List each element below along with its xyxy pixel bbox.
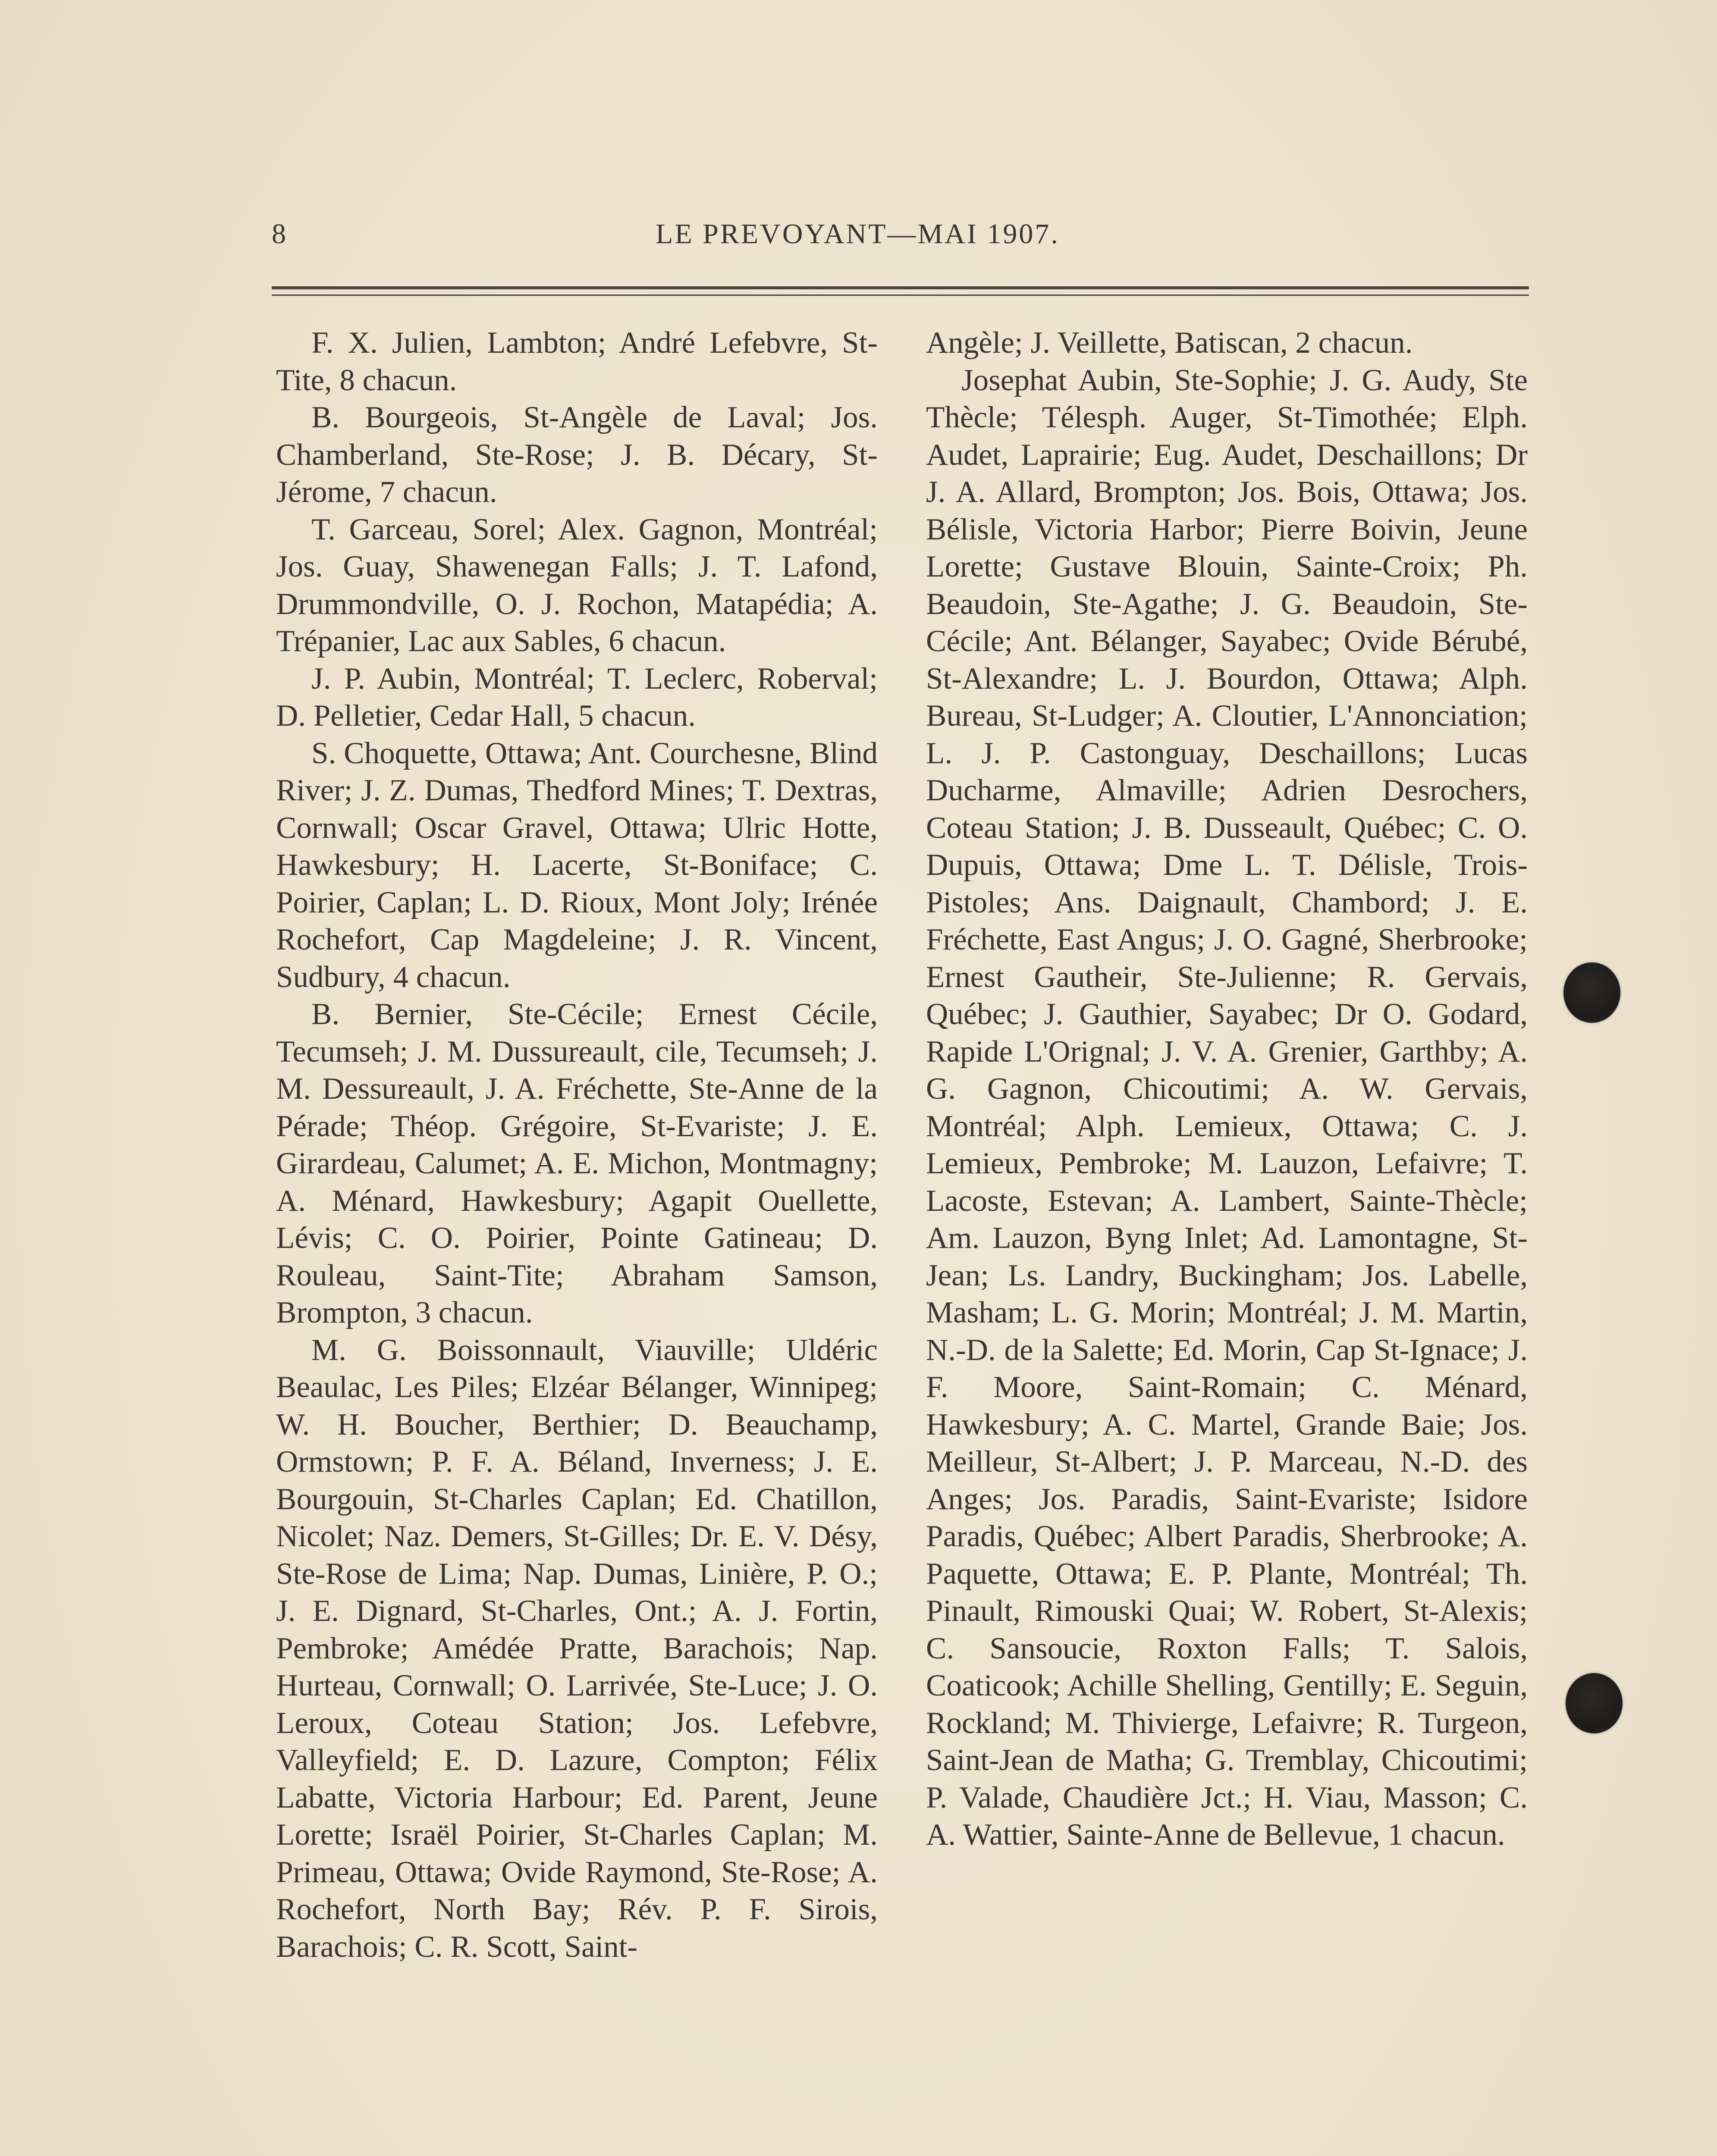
paragraph: F. X. Julien, Lambton; André Lefebvre, St-Tite, 8 chacun. xyxy=(276,326,878,397)
paragraph: Josephat Aubin, Ste-Sophie; J. G. Audy, Ste Thècle; Télesph. Auger, St-Timothée; Elph. Audet, Laprairie; Eug. Audet, Deschaillons; Dr J. A. Allard, Brompton; Jos. Bois, Ottawa; Jos. Bélisle, Victoria Harbor; Pierre Boivin, Jeune Lorette; Gustave Blouin, Sainte-Croix; Ph. Beaudoin, Ste-Agathe; J. G. Beaudoin, Ste-Cécile; Ant. Bélanger, Sayabec; Ovide Bérubé, St-Alexandre; L. J. Bourdon, Ottawa; Alph. Bureau, St-Ludger; A. Cloutier, L'Annonciation; L. J. P. Castonguay, Deschaillons; Lucas Ducharme, Almaville; Adrien Desrochers, Coteau Station; J. B. Dusseault, Québec; C. O. Dupuis, Ottawa; Dme L. T. Délisle, Trois-Pistoles; Ans. Daignault, Chambord; J. E. Fréchette, East Angus; J. O. Gagné, Sherbrooke; Ernest Gautheir, Ste-Julienne; R. Gervais, Québec; J. Gauthier, Sayabec; Dr O. Godard, Rapide L'Orignal; J. V. A. Grenier, Garthby; A. G. Gagnon, Chicoutimi; A. W. Gervais, Montréal; Alph. Lemieux, Ottawa; C. J. Lemieux, Pembroke; M. Lauzon, Lefaivre; T. Lacoste, Estevan; A. Lambert, Sainte-Thècle; Am. Lauzon, Byng Inlet; Ad. Lamontagne, St-Jean; Ls. Landry, Buckingham; Jos. Labelle, Masham; L. G. Morin; Montréal; J. M. Martin, N.-D. de la Salette; Ed. Morin, Cap St-Ignace; J. F. Moore, Saint-Romain; C. Ménard, Hawkesbury; A. C. Martel, Grande Baie; Jos. Meilleur, St-Albert; J. P. Marceau, N.-D. des Anges; Jos. Paradis, Saint-Evariste; Isidore Paradis, Québec; Albert Paradis, Sherbrooke; A. Paquette, Ottawa; E. P. Plante, Montréal; Th. Pinault, Rimouski Quai; W. Robert, St-Alexis; C. Sansoucie, Roxton Falls; T. Salois, Coaticook; Achille Shelling, Gentilly; E. Seguin, Rockland; M. Thivierge, Lefaivre; R. Turgeon, Saint-Jean de Matha; G. Tremblay, Chicoutimi; P. Valade, Chaudière Jct.; H. Viau, Masson; C. A. Wattier, Sainte-Anne de Bellevue, 1 chacun. xyxy=(926,363,1528,1852)
paragraph-continued: Angèle; J. Veillette, Batiscan, 2 chacun. xyxy=(926,326,1413,360)
right-column xyxy=(926,324,1528,1854)
header-rule-thick xyxy=(272,286,1529,289)
binder-hole xyxy=(1566,1673,1623,1733)
paragraph: B. Bourgeois, St-Angèle de Laval; Jos. Chamberland, Ste-Rose; J. B. Décary, St-Jérome, 7 chacun. xyxy=(276,401,878,509)
paragraph: B. Bernier, Ste-Cécile; Ernest Cécile, Tecumseh; J. M. Dussureault, cile, Tecumseh; J. M. Dessureault, J. A. Fréchette, Ste-Anne de la Pérade; Théop. Grégoire, St-Evariste; J. E. Girardeau, Calumet; A. E. Michon, Montmagny; A. Ménard, Hawkesbury; Agapit Ouellette, Lévis; C. O. Poirier, Pointe Gatineau; D. Rouleau, Saint-Tite; Abraham Samson, Brompton, 3 chacun. xyxy=(276,997,878,1329)
page-number: 8 xyxy=(272,218,287,250)
paragraph: T. Garceau, Sorel; Alex. Gagnon, Montréal; Jos. Guay, Shawenegan Falls; J. T. Lafond, Drummondville, O. J. Rochon, Matapédia; A. Trépanier, Lac aux Sables, 6 chacun. xyxy=(276,512,878,658)
header-rule-thin xyxy=(272,295,1529,296)
page-header xyxy=(272,218,1566,265)
running-title: LE PREVOYANT—MAI 1907. xyxy=(656,218,1060,250)
left-column xyxy=(276,324,878,1965)
paragraph: M. G. Boissonnault, Viauville; Uldéric Beaulac, Les Piles; Elzéar Bélanger, Winnipeg; W. H. Boucher, Berthier; D. Beauchamp, Ormstown; P. F. A. Béland, Inverness; J. E. Bourgouin, St-Charles Caplan; Ed. Chatillon, Nicolet; Naz. Demers, St-Gilles; Dr. E. V. Désy, Ste-Rose de Lima; Nap. Dumas, Linière, P. O.; J. E. Dignard, St-Charles, Ont.; A. J. Fortin, Pembroke; Amédée Pratte, Barachois; Nap. Hurteau, Cornwall; O. Larrivée, Ste-Luce; J. O. Leroux, Coteau Station; Jos. Lefebvre, Valleyfield; E. D. Lazure, Compton; Félix Labatte, Victoria Harbour; Ed. Parent, Jeune Lorette; Israël Poirier, St-Charles Caplan; M. Primeau, Ottawa; Ovide Raymond, Ste-Rose; A. Rochefort, North Bay; Rév. P. F. Sirois, Barachois; C. R. Scott, Saint- xyxy=(276,1333,878,1964)
binder-hole xyxy=(1563,962,1620,1023)
paragraph: J. P. Aubin, Montréal; T. Leclerc, Roberval; D. Pelletier, Cedar Hall, 5 chacun. xyxy=(276,661,878,733)
paragraph: S. Choquette, Ottawa; Ant. Courchesne, Blind River; J. Z. Dumas, Thedford Mines; T. Dextras, Cornwall; Oscar Gravel, Ottawa; Ulric Hotte, Hawkesbury; H. Lacerte, St-Boniface; C. Poirier, Caplan; L. D. Rioux, Mont Joly; Irénée Rochefort, Cap Magdeleine; J. R. Vincent, Sudbury, 4 chacun. xyxy=(276,736,878,994)
